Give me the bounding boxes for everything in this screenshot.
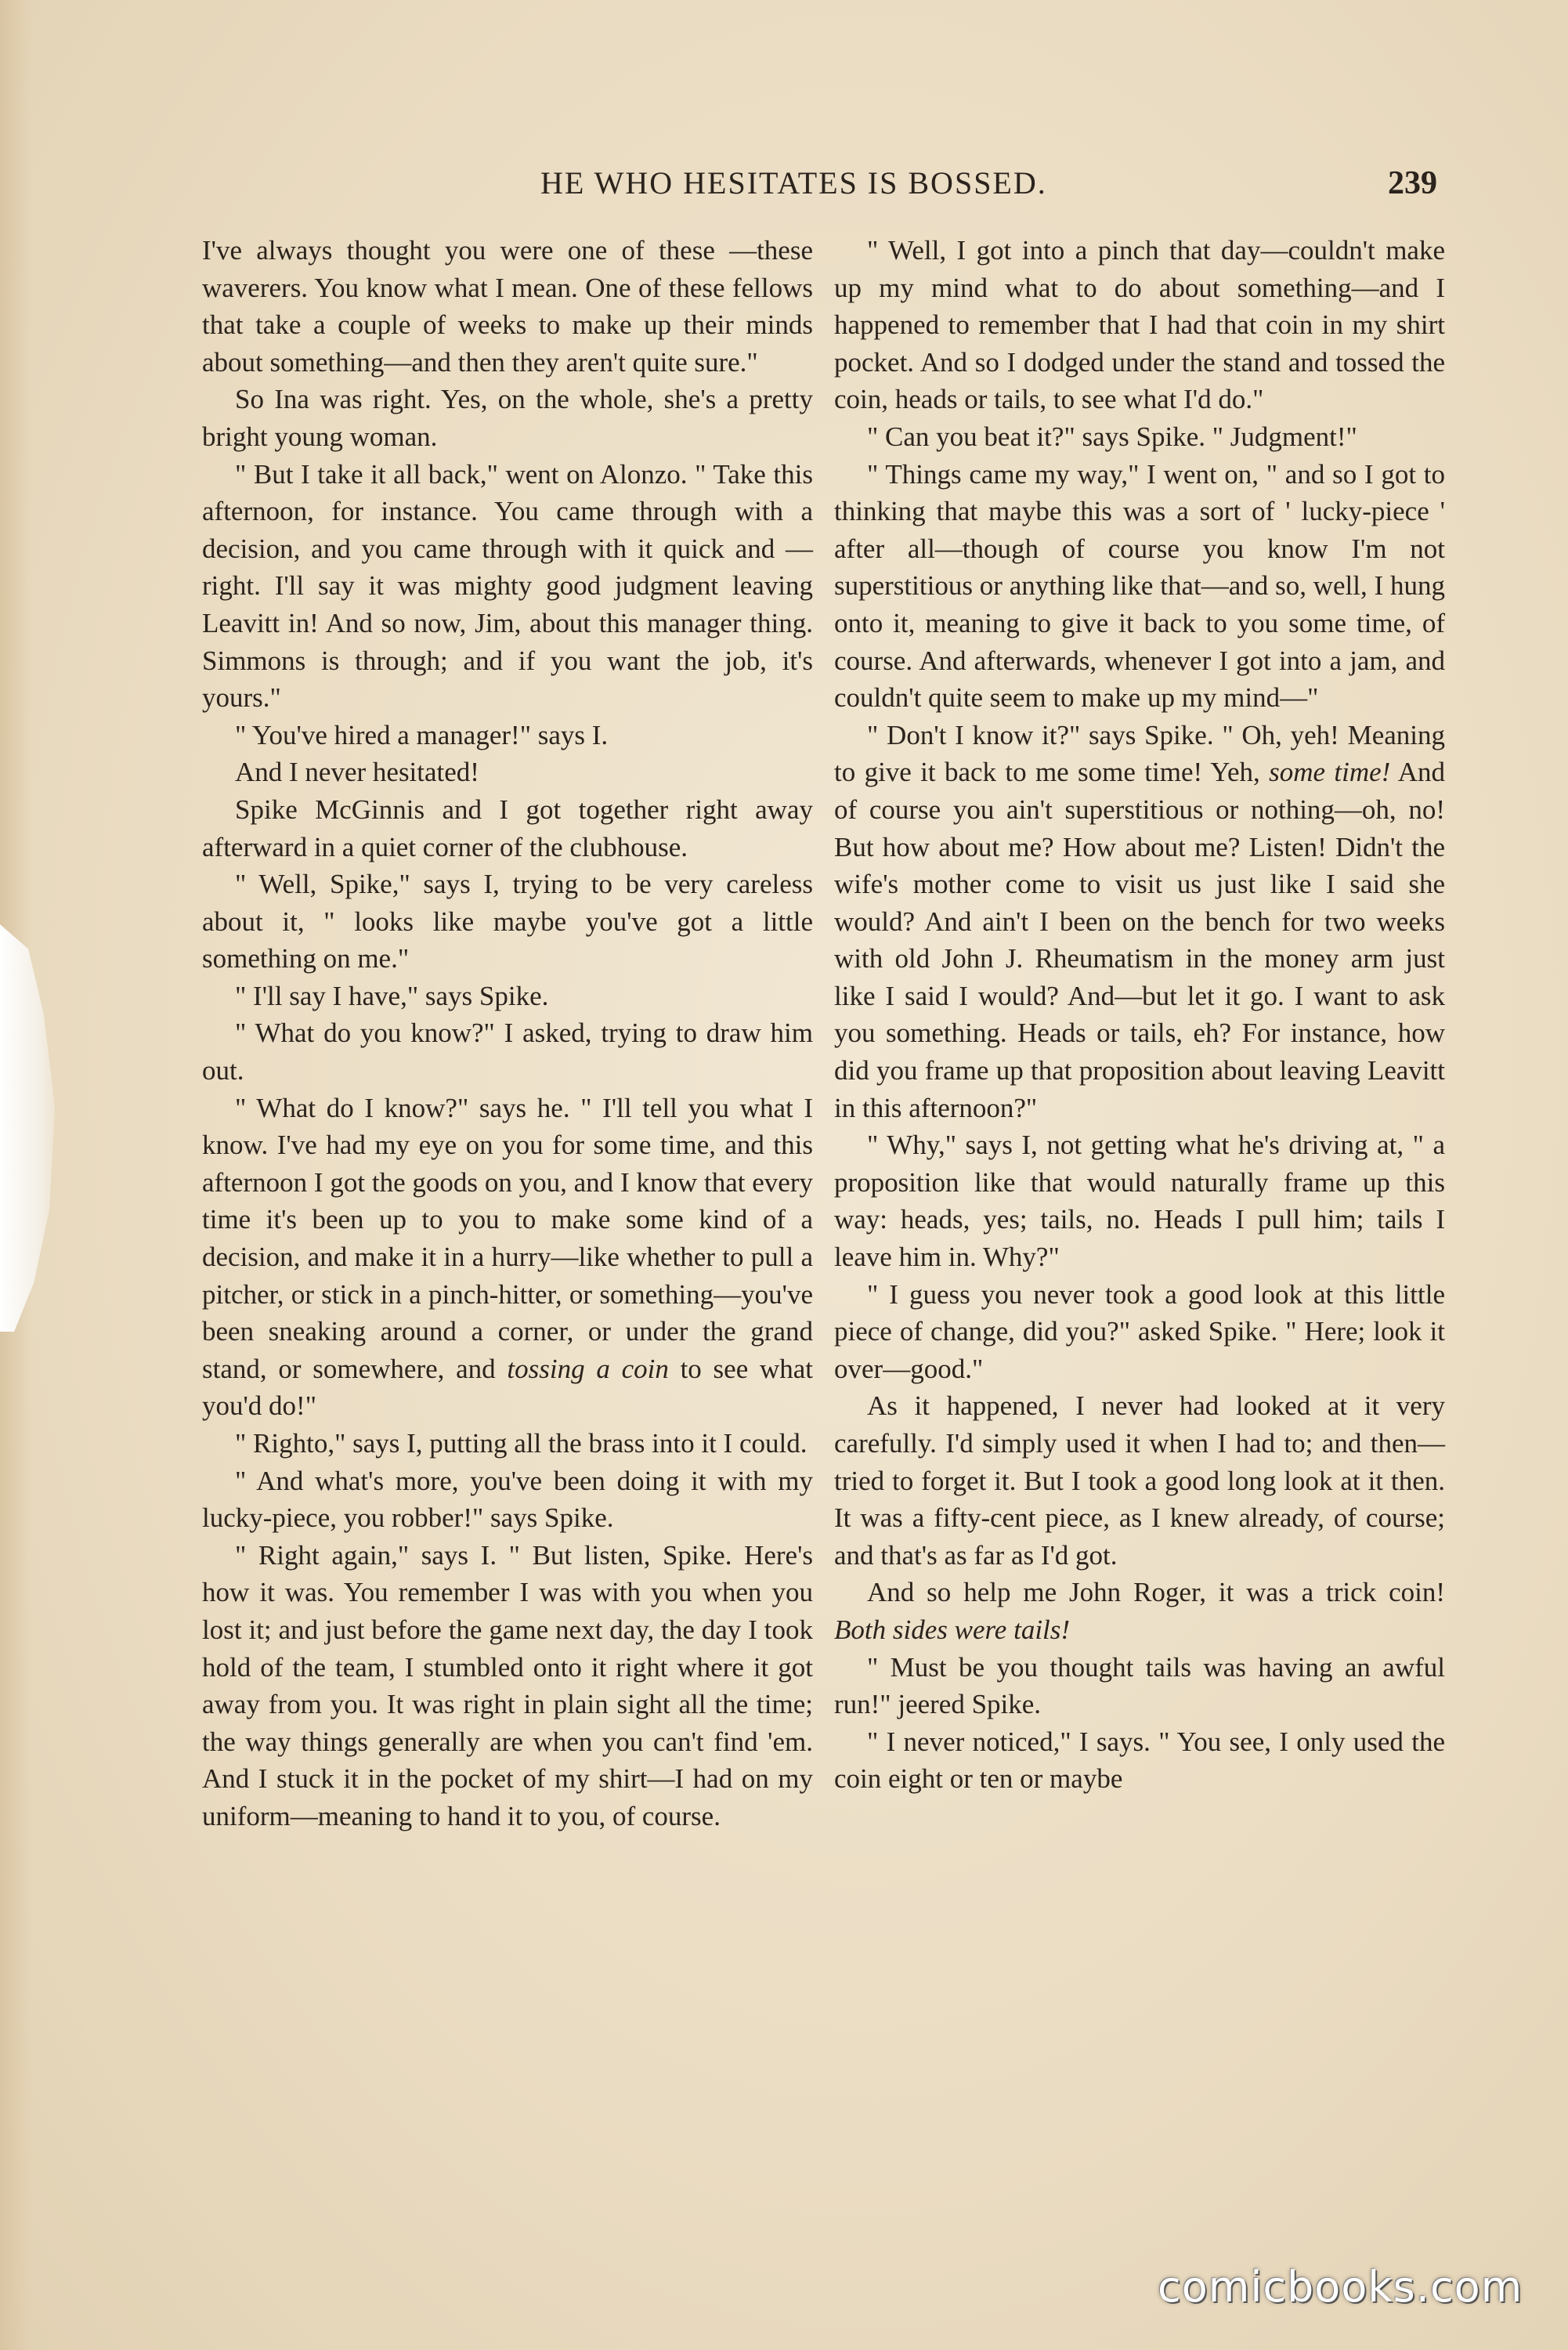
paragraph: " But I take it all back," went on Alonzo. " Take this afternoon, for instance. You came through with a decision, and you came through with it quick and — right. I'll say it was mighty good judgment leaving Leavitt in! And so now, Jim, about this manager thing. Simmons is through; and if you want the job, it's yours." (202, 458, 813, 714)
paragraph: " You've hired a manager!" says I. (235, 719, 609, 750)
paragraph-text: " Don't I know it?" says Spike. " Oh, yeh! Meaning to give it back to me some time! Yeh, (834, 719, 1445, 788)
paragraph (834, 1574, 1445, 1648)
italic-text: some time! (1269, 757, 1391, 788)
paragraph: So Ina was right. Yes, on the whole, she's a pretty bright young woman. (202, 384, 813, 452)
italic-text: Both sides were tails! (834, 1614, 1071, 1645)
paper-tear (0, 924, 70, 1332)
watermark: comicbooks.com (1158, 2262, 1523, 2312)
paragraph: " Things came my way," I went on, " and so I got to thinking that maybe this was a sort of ' lucky-piece ' after all—though of course you know I'm not superstitious or anything like that—and so, well, I hung onto it, meaning to give it back to you some time, of course. And afterwards, whenever I got into a jam, and couldn't quite seem to make up my mind—" (834, 458, 1445, 714)
running-head: HE WHO HESITATES IS BOSSED. (540, 165, 1047, 201)
page-number: 239 (1388, 165, 1437, 201)
left-column (202, 232, 813, 1835)
paragraph: " Why," says I, not getting what he's driving at, " a proposition like that would naturally frame up this way: heads, yes; tails, no. Heads I pull him; tails I leave him in. Why?" (834, 1130, 1445, 1273)
paragraph-text: " What do I know?" says he. " I'll tell you what I know. I've had my eye on you for some time, and this afternoon I got the goods on you, and I know that every time it's been up to you to make some kind of a decision, and make it in a hurry—like whether to pull a pitcher, or stick in a pinch-hitter, or something—you've been sneaking around a corner, or under the grand stand, or somewhere, and (202, 1092, 813, 1384)
paragraph-text: And so help me John Roger, it was a trick coin! (867, 1577, 1445, 1608)
paragraph: " Well, I got into a pinch that day—couldn't make up my mind what to do about something—and I happened to remember that I had that coin in my shirt pocket. And so I dodged under the stand and tossed the coin, heads or tails, to see what I'd do." (834, 235, 1445, 415)
right-column (834, 232, 1445, 1798)
italic-text: tossing a coin (507, 1353, 669, 1384)
paragraph: " Right again," says I. " But listen, Spike. Here's how it was. You remember I was with you when you lost it; and just before the game next day, the day I took hold of the team, I stumbled onto it right where it got away from you. It was right in plain sight all the time; the way things generally are when you can't find 'em. And I stuck it in the pocket of my shirt—I had on my uniform—meaning to hand it to you, of course. (202, 1539, 813, 1831)
paragraph: " Can you beat it?" says Spike. " Judgment!" (867, 421, 1357, 452)
paragraph: I've always thought you were one of these —these waverers. You know what I mean. One of these fellows that take a couple of weeks to make up their minds about something—and then they aren't quite sure." (202, 235, 813, 378)
paragraph: " Righto," says I, putting all the brass into it I could. (235, 1428, 807, 1459)
paragraph-text: And of course you ain't superstitious or nothing—oh, no! But how about me? How about me? Listen! Didn't the wife's mother come to visit us just like I said she would? And ain't I been on the bench for two weeks with old John J. Rheumatism in the money arm just like I said I would? And—but let it go. I want to ask you something. Heads or tails, eh? For instance, how did you frame up that proposition about leaving Leavitt in this afternoon?" (834, 757, 1445, 1123)
paragraph: " Must be you thought tails was having an awful run!" jeered Spike. (834, 1651, 1445, 1720)
paragraph-text: to see what you'd do!" (202, 1353, 814, 1422)
paragraph: " And what's more, you've been doing it with my lucky-piece, you robber!" says Spike. (202, 1465, 813, 1534)
paragraph: And I never hesitated! (235, 757, 479, 788)
paragraph (834, 717, 1445, 1127)
paragraph (202, 1090, 813, 1425)
paragraph: " I'll say I have," says Spike. (235, 980, 549, 1011)
paragraph: " Well, Spike," says I, trying to be very careless about it, " looks like maybe you've got a little something on me." (202, 869, 813, 974)
paragraph: " I guess you never took a good look at this little piece of change, did you?" asked Spike. " Here; look it over—good." (834, 1278, 1445, 1384)
paragraph: Spike McGinnis and I got together right away afterward in a quiet corner of the clubhouse. (202, 794, 813, 862)
paragraph: " I never noticed," I says. " You see, I only used the coin eight or ten or maybe (834, 1726, 1445, 1795)
paragraph: " What do you know?" I asked, trying to draw him out. (202, 1018, 813, 1086)
paragraph: As it happened, I never had looked at it very carefully. I'd simply used it when I had to; and then—tried to forget it. But I took a good long look at it then. It was a fifty-cent piece, as I knew already, of course; and that's as far as I'd got. (834, 1390, 1445, 1571)
